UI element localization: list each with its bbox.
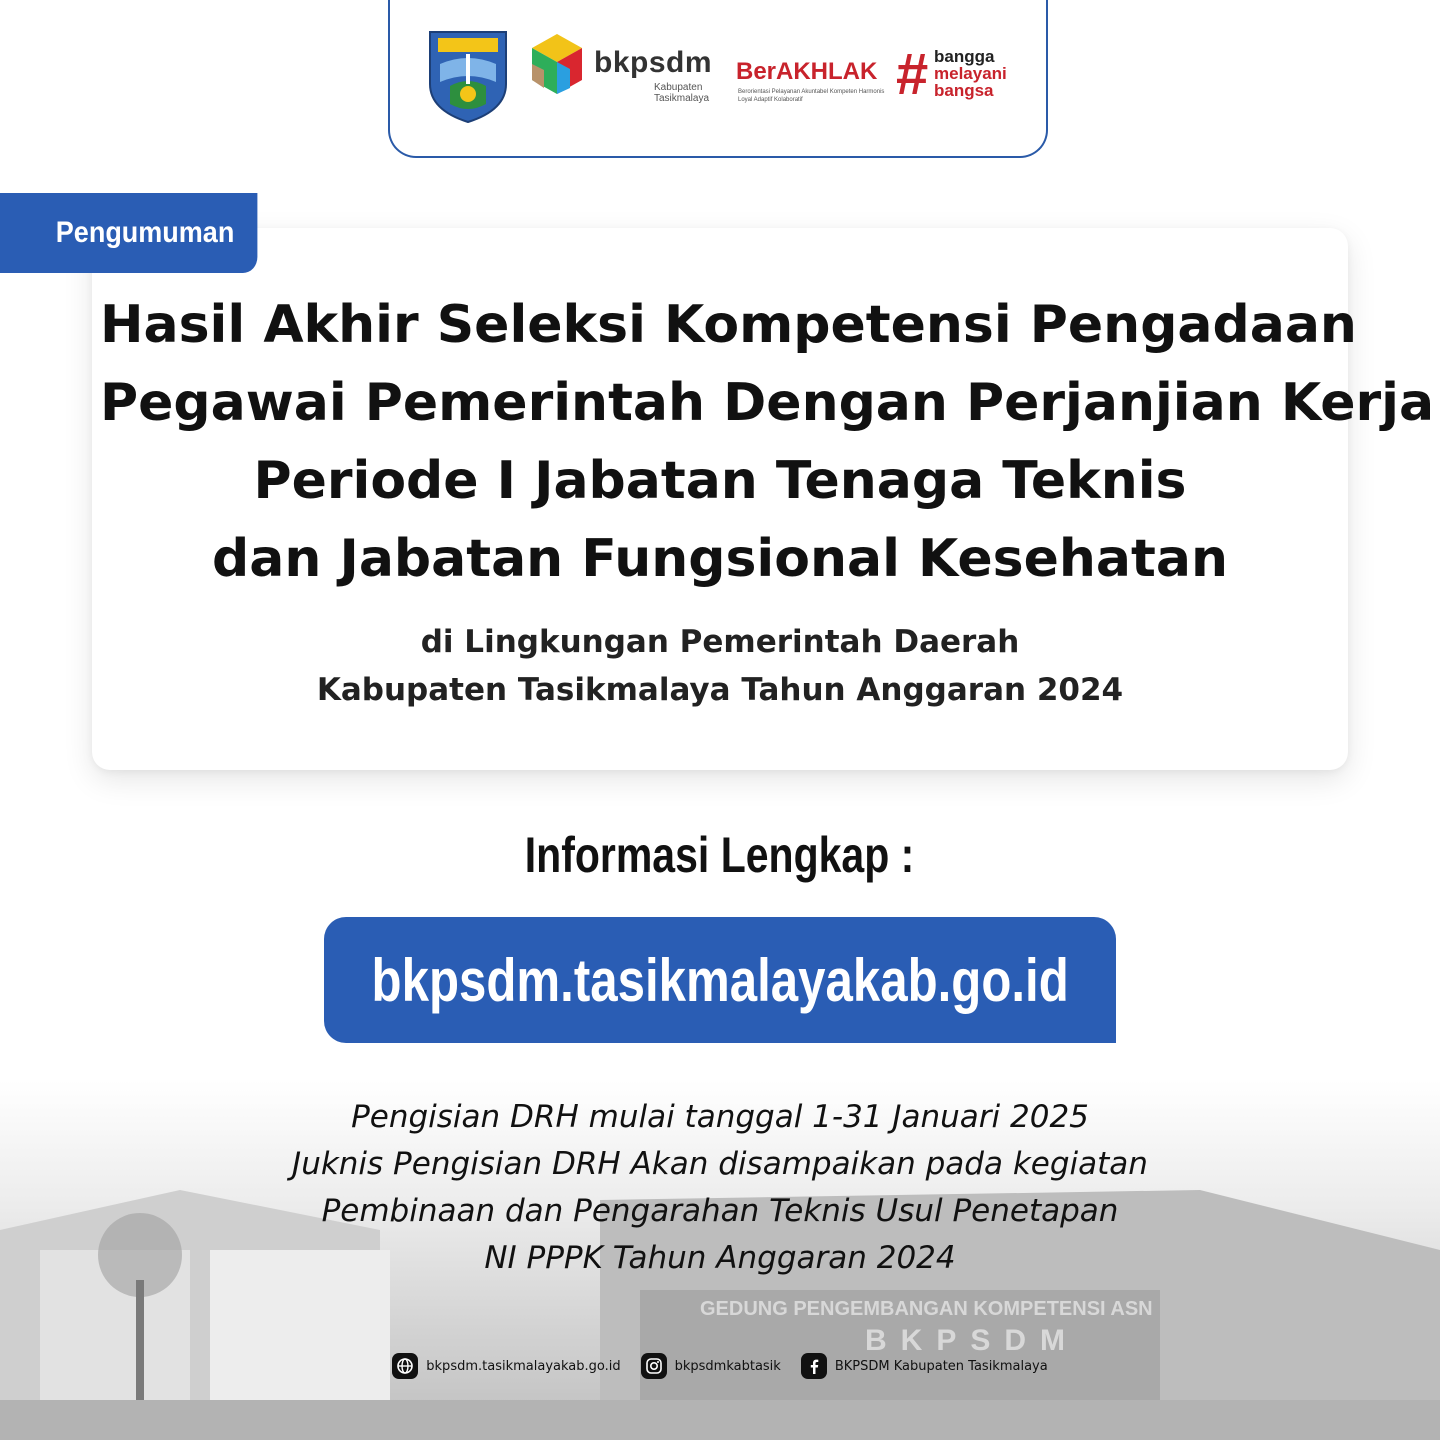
title-line: dan Jabatan Fungsional Kesehatan bbox=[212, 529, 1228, 589]
footer-website-text: bkpsdm.tasikmalayakab.go.id bbox=[426, 1358, 621, 1374]
bkpsdm-wordmark: bkpsdm bbox=[594, 46, 713, 79]
website-url-box[interactable] bbox=[324, 917, 1116, 1043]
globe-icon bbox=[392, 1353, 418, 1379]
drh-notes bbox=[0, 1094, 1440, 1282]
subtitle-line: Kabupaten Tasikmalaya Tahun Anggaran 2024 bbox=[316, 672, 1124, 708]
announcement-subtitle bbox=[100, 618, 1340, 714]
note-line: Juknis Pengisian DRH Akan disampaikan pada kegiatan bbox=[292, 1146, 1148, 1182]
bkpsdm-subtitle: Kabupaten Tasikmalaya bbox=[654, 82, 710, 104]
social-footer bbox=[0, 1350, 1440, 1382]
note-line: NI PPPK Tahun Anggaran 2024 bbox=[484, 1240, 956, 1276]
facebook-icon bbox=[801, 1353, 827, 1379]
title-line: Periode I Jabatan Tenaga Teknis bbox=[253, 451, 1187, 511]
footer-facebook[interactable] bbox=[801, 1353, 1048, 1379]
building-sign-line2: BKPSDM bbox=[865, 1324, 1080, 1357]
pengumuman-tab: Pengumuman bbox=[0, 193, 257, 273]
footer-instagram[interactable] bbox=[641, 1353, 781, 1379]
info-heading bbox=[0, 826, 1440, 884]
header-logo-bar bbox=[388, 0, 1048, 158]
footer-website[interactable] bbox=[392, 1353, 620, 1379]
berakhlak-tagline: Berorientasi Pelayanan Akuntabel Kompeten Harmonis Loyal Adaptif Kolaboratif bbox=[738, 89, 885, 103]
bangga-melayani-bangsa-logo bbox=[934, 48, 1007, 99]
building-sign-line1: GEDUNG PENGEMBANGAN KOMPETENSI ASN bbox=[700, 1298, 1153, 1320]
hashtag-icon: # bbox=[896, 42, 929, 107]
note-line: Pembinaan dan Pengarahan Teknis Usul Penetapan bbox=[321, 1193, 1119, 1229]
subtitle-line: di Lingkungan Pemerintah Daerah bbox=[420, 624, 1020, 660]
note-line: Pengisian DRH mulai tanggal 1-31 Januari 2025 bbox=[351, 1099, 1089, 1135]
bkpsdm-cube-icon bbox=[530, 32, 584, 98]
announcement-title bbox=[100, 286, 1435, 598]
footer-instagram-text: bkpsdmkabtasik bbox=[674, 1358, 781, 1374]
tag-line-3: bangsa bbox=[934, 81, 994, 100]
info-heading-text: Informasi Lengkap : bbox=[525, 827, 915, 883]
berakhlak-logo: BerAKHLAK bbox=[736, 58, 878, 85]
footer-facebook-text: BKPSDM Kabupaten Tasikmalaya bbox=[834, 1358, 1048, 1374]
instagram-icon bbox=[641, 1353, 667, 1379]
kabupaten-emblem-icon bbox=[426, 24, 510, 124]
tag-line-1: bangga bbox=[934, 47, 995, 66]
website-url[interactable]: bkpsdm.tasikmalayakab.go.id bbox=[371, 946, 1069, 1014]
title-line: Pegawai Pemerintah Dengan Perjanjian Kerja bbox=[100, 373, 1435, 433]
tag-line-2: melayani bbox=[934, 64, 1007, 83]
title-line: Hasil Akhir Seleksi Kompetensi Pengadaan bbox=[100, 295, 1357, 355]
